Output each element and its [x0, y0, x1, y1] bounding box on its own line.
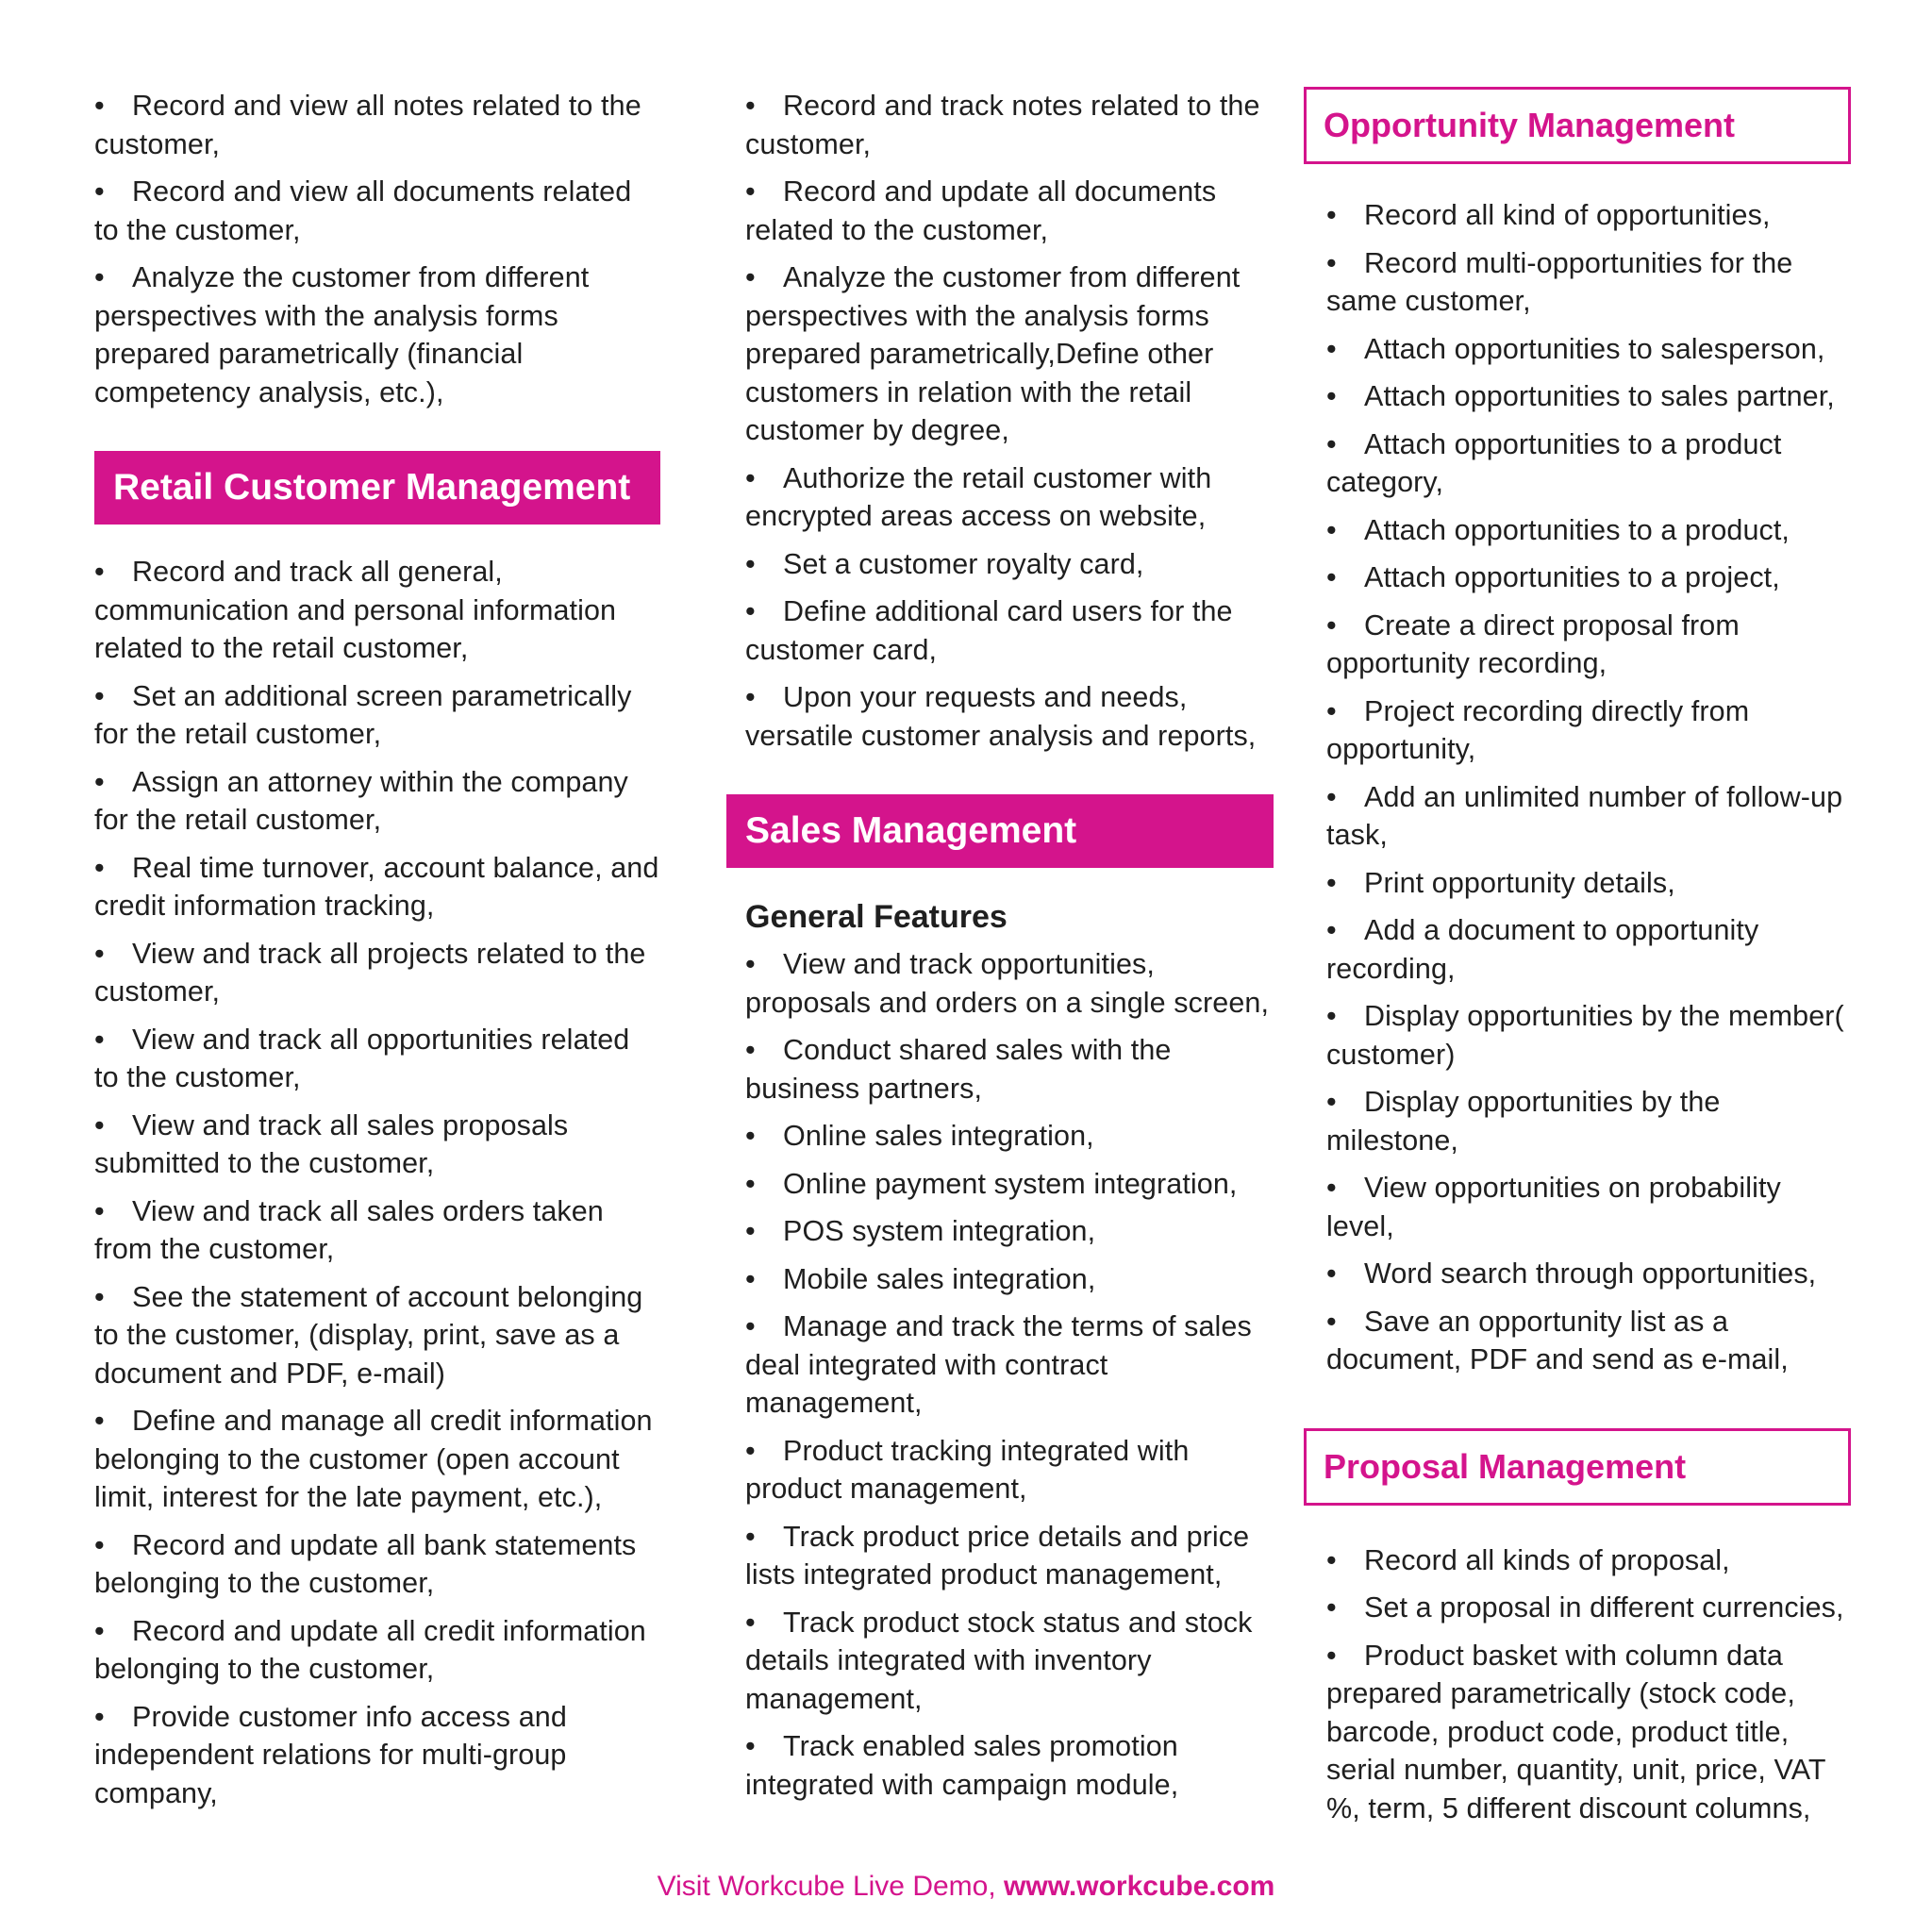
bullet-icon: • [1326, 380, 1337, 412]
list-item [94, 1612, 660, 1689]
bullet-icon: • [745, 1606, 756, 1639]
bullet-icon: • [1326, 427, 1337, 460]
list-item [745, 1518, 1274, 1594]
list-item [94, 173, 660, 249]
bullet-icon: • [94, 90, 105, 122]
bullet-icon: • [94, 261, 105, 293]
list-item-text: Online payment system integration, [783, 1167, 1238, 1200]
list-item [745, 1117, 1274, 1156]
list-item-text: See the statement of account belonging to the customer, (display, print, save as a document and PDF, e-mail) [94, 1280, 643, 1390]
list-item [94, 1278, 660, 1393]
list-item-text: Save an opportunity list as a document, PDF and send as e-mail, [1326, 1305, 1789, 1375]
bullet-icon: • [745, 175, 756, 208]
retail-customer-management-heading: Retail Customer Management [94, 451, 660, 525]
list-item-text: View and track opportunities, proposals and orders on a single screen, [745, 948, 1270, 1019]
bullet-icon: • [1326, 332, 1337, 365]
bullet-icon: • [745, 1730, 756, 1762]
footer [0, 1868, 1932, 1906]
bullet-icon: • [94, 1700, 105, 1733]
list-item [745, 1031, 1274, 1108]
list-item [745, 1432, 1274, 1508]
bullet-icon: • [1326, 1305, 1337, 1338]
list-item-text: Analyze the customer from different perspectives with the analysis forms prepared parametrically (financial competency analysis, etc.), [94, 261, 590, 408]
bullet-icon: • [94, 1528, 105, 1561]
bullet-icon: • [745, 1434, 756, 1467]
bullet-icon: • [1326, 780, 1337, 813]
list-item-text: View and track all projects related to the customer, [94, 937, 646, 1008]
bullet-icon: • [1326, 199, 1337, 231]
bullet-icon: • [1326, 608, 1337, 641]
bullet-icon: • [1326, 561, 1337, 593]
list-item [745, 258, 1274, 450]
bullet-icon: • [745, 547, 756, 580]
list-item [1326, 692, 1851, 769]
bullet-icon: • [1326, 1543, 1337, 1576]
list-item [1326, 1637, 1851, 1828]
list-item [1326, 864, 1851, 903]
list-item-text: Set an additional screen parametrically for the retail customer, [94, 679, 632, 750]
list-item [745, 87, 1274, 163]
list-item [745, 592, 1274, 669]
bullet-icon: • [94, 1023, 105, 1056]
list-item [94, 1107, 660, 1183]
list-item [94, 849, 660, 925]
list-item-text: Project recording directly from opportunity, [1326, 694, 1750, 765]
list-item [1326, 196, 1851, 235]
retail-customer-extra-list [726, 87, 1274, 755]
footer-website-link[interactable]: www.workcube.com [1004, 1871, 1275, 1902]
list-item [94, 1402, 660, 1517]
list-item-text: Define and manage all credit information belonging to the customer (open account limit, interest for the late payment, etc.), [94, 1405, 653, 1513]
bullet-icon: • [94, 937, 105, 970]
bullet-icon: • [94, 765, 105, 798]
bullet-icon: • [745, 1310, 756, 1342]
list-item [1326, 1255, 1851, 1293]
list-item-text: Track product price details and price lists integrated product management, [745, 1520, 1250, 1591]
list-item-text: Mobile sales integration, [783, 1262, 1096, 1295]
list-item [94, 258, 660, 411]
bullet-icon: • [1326, 694, 1337, 727]
list-item-text: Record and track all general, communication and personal information related to the retail customer, [94, 556, 617, 664]
list-item [745, 1165, 1274, 1204]
retail-customer-features-list [94, 553, 660, 1812]
list-item [1326, 377, 1851, 416]
list-item-text: View and track all sales orders taken from the customer, [94, 1194, 604, 1265]
bullet-icon: • [94, 556, 105, 588]
list-item-text: Create a direct proposal from opportunity recording, [1326, 608, 1740, 679]
bullet-icon: • [1326, 1639, 1337, 1672]
bullet-icon: • [94, 1614, 105, 1647]
opportunity-features-list [1304, 196, 1851, 1379]
bullet-icon: • [745, 461, 756, 494]
list-item [745, 1307, 1274, 1423]
list-item-text: Analyze the customer from different perspectives with the analysis forms prepared parametrically,Define other customers in relation with the retail customer by degree, [745, 261, 1241, 446]
list-item-text: Provide customer info access and independent relations for multi-group company, [94, 1700, 567, 1809]
bullet-icon: • [745, 595, 756, 627]
list-item-text: Add a document to opportunity recording, [1326, 914, 1759, 985]
list-item-text: Define additional card users for the customer card, [745, 595, 1233, 666]
bullet-icon: • [745, 90, 756, 122]
list-item-text: Manage and track the terms of sales deal integrated with contract management, [745, 1310, 1252, 1419]
bullet-icon: • [1326, 866, 1337, 899]
list-item [94, 1192, 660, 1269]
list-item-text: Attach opportunities to a product, [1364, 513, 1790, 546]
list-item [745, 1260, 1274, 1299]
list-item [745, 678, 1274, 755]
list-item [94, 935, 660, 1011]
list-item [1326, 1589, 1851, 1627]
bullet-icon: • [1326, 1000, 1337, 1032]
list-item [1326, 1541, 1851, 1580]
footer-text: Visit Workcube Live Demo, [657, 1871, 1005, 1902]
list-item-text: Real time turnover, account balance, and credit information tracking, [94, 851, 659, 922]
list-item-text: Record and view all documents related to the customer, [94, 175, 632, 246]
list-item [745, 1212, 1274, 1251]
list-item [1326, 911, 1851, 988]
list-item [94, 553, 660, 668]
list-item [1326, 558, 1851, 597]
list-item [94, 763, 660, 840]
list-item [1326, 997, 1851, 1074]
list-item-text: Record and view all notes related to the customer, [94, 90, 641, 160]
list-item-text: Record all kind of opportunities, [1364, 199, 1771, 231]
list-item-text: Set a proposal in different currencies, [1364, 1591, 1844, 1624]
list-item [1326, 244, 1851, 321]
bullet-icon: • [1326, 1591, 1337, 1624]
list-item [1326, 778, 1851, 855]
list-item [94, 1526, 660, 1603]
bullet-icon: • [94, 1108, 105, 1141]
list-item [1326, 1169, 1851, 1245]
bullet-icon: • [1326, 513, 1337, 546]
list-item-text: Track product stock status and stock details integrated with inventory management, [745, 1606, 1253, 1715]
bullet-icon: • [1326, 246, 1337, 279]
list-item-text: Attach opportunities to sales partner, [1364, 380, 1835, 412]
list-item-text: Attach opportunities to a product category, [1326, 427, 1782, 498]
list-item-text: Upon your requests and needs, versatile customer analysis and reports, [745, 681, 1257, 752]
list-item [94, 87, 660, 163]
list-item-text: Record multi-opportunities for the same customer, [1326, 246, 1793, 317]
proposal-management-heading: Proposal Management [1304, 1428, 1851, 1506]
list-item [1326, 511, 1851, 550]
list-item [745, 945, 1274, 1022]
list-item-text: Record all kinds of proposal, [1364, 1543, 1730, 1576]
list-item [1326, 425, 1851, 502]
list-item-text: View and track all opportunities related to the customer, [94, 1023, 630, 1093]
list-item-text: Add an unlimited number of follow-up task, [1326, 780, 1843, 851]
bullet-icon: • [94, 1405, 105, 1437]
list-item-text: Track enabled sales promotion integrated with campaign module, [745, 1730, 1179, 1801]
bullet-icon: • [745, 1120, 756, 1152]
list-item [1326, 1083, 1851, 1159]
general-features-subheading: General Features [745, 899, 1008, 935]
list-item-text: Display opportunities by the member( customer) [1326, 1000, 1844, 1071]
list-item-text: Record and update all bank statements belonging to the customer, [94, 1528, 637, 1599]
list-item [745, 545, 1274, 584]
list-item-text: Word search through opportunities, [1364, 1257, 1817, 1290]
list-item [745, 459, 1274, 536]
bullet-icon: • [745, 681, 756, 713]
list-item [94, 1698, 660, 1813]
list-item-text: Record and update all credit information belonging to the customer, [94, 1614, 646, 1685]
list-item-text: Online sales integration, [783, 1120, 1094, 1152]
list-item [94, 677, 660, 754]
bullet-icon: • [94, 175, 105, 208]
list-item-text: POS system integration, [783, 1215, 1096, 1247]
list-item-text: Product basket with column data prepared parametrically (stock code, barcode, product code, product title, serial number, quantity, unit, price, VAT %, term, 5 different discount columns, [1326, 1639, 1826, 1824]
bullet-icon: • [745, 1520, 756, 1553]
list-item-text: Record and update all documents related to the customer, [745, 175, 1217, 246]
bullet-icon: • [94, 851, 105, 884]
list-item [94, 1021, 660, 1097]
bullet-icon: • [745, 1215, 756, 1247]
list-item-text: Assign an attorney within the company for the retail customer, [94, 765, 628, 836]
customer-notes-list [94, 87, 660, 411]
list-item-text: Display opportunities by the milestone, [1326, 1086, 1721, 1157]
list-item [1326, 330, 1851, 369]
list-item-text: Attach opportunities to a project, [1364, 561, 1780, 593]
list-item-text: View opportunities on probability level, [1326, 1172, 1781, 1242]
bullet-icon: • [1326, 1172, 1337, 1204]
bullet-icon: • [745, 1262, 756, 1295]
list-item-text: Set a customer royalty card, [783, 547, 1144, 580]
sales-features-list [726, 945, 1274, 1804]
proposal-features-list [1304, 1541, 1851, 1828]
opportunity-management-heading: Opportunity Management [1304, 87, 1851, 164]
list-item-text: Conduct shared sales with the business partners, [745, 1034, 1172, 1105]
list-item-text: Record and track notes related to the customer, [745, 90, 1260, 160]
list-item [1326, 607, 1851, 683]
bullet-icon: • [94, 1194, 105, 1227]
right-column [1304, 87, 1851, 1837]
bullet-icon: • [94, 1280, 105, 1313]
list-item-text: Authorize the retail customer with encrypted areas access on website, [745, 461, 1212, 532]
middle-column [726, 87, 1274, 1813]
list-item [745, 1727, 1274, 1804]
left-column [94, 87, 660, 1822]
bullet-icon: • [745, 261, 756, 293]
bullet-icon: • [745, 1034, 756, 1066]
list-item-text: Attach opportunities to salesperson, [1364, 332, 1825, 365]
bullet-icon: • [1326, 1086, 1337, 1118]
list-item-text: View and track all sales proposals submitted to the customer, [94, 1108, 569, 1179]
list-item [745, 1604, 1274, 1719]
bullet-icon: • [745, 948, 756, 980]
list-item [745, 173, 1274, 249]
list-item-text: Product tracking integrated with product management, [745, 1434, 1190, 1505]
bullet-icon: • [1326, 914, 1337, 946]
list-item [1326, 1303, 1851, 1379]
bullet-icon: • [1326, 1257, 1337, 1290]
bullet-icon: • [745, 1167, 756, 1200]
list-item-text: Print opportunity details, [1364, 866, 1675, 899]
bullet-icon: • [94, 679, 105, 712]
sales-management-heading: Sales Management [726, 794, 1274, 868]
